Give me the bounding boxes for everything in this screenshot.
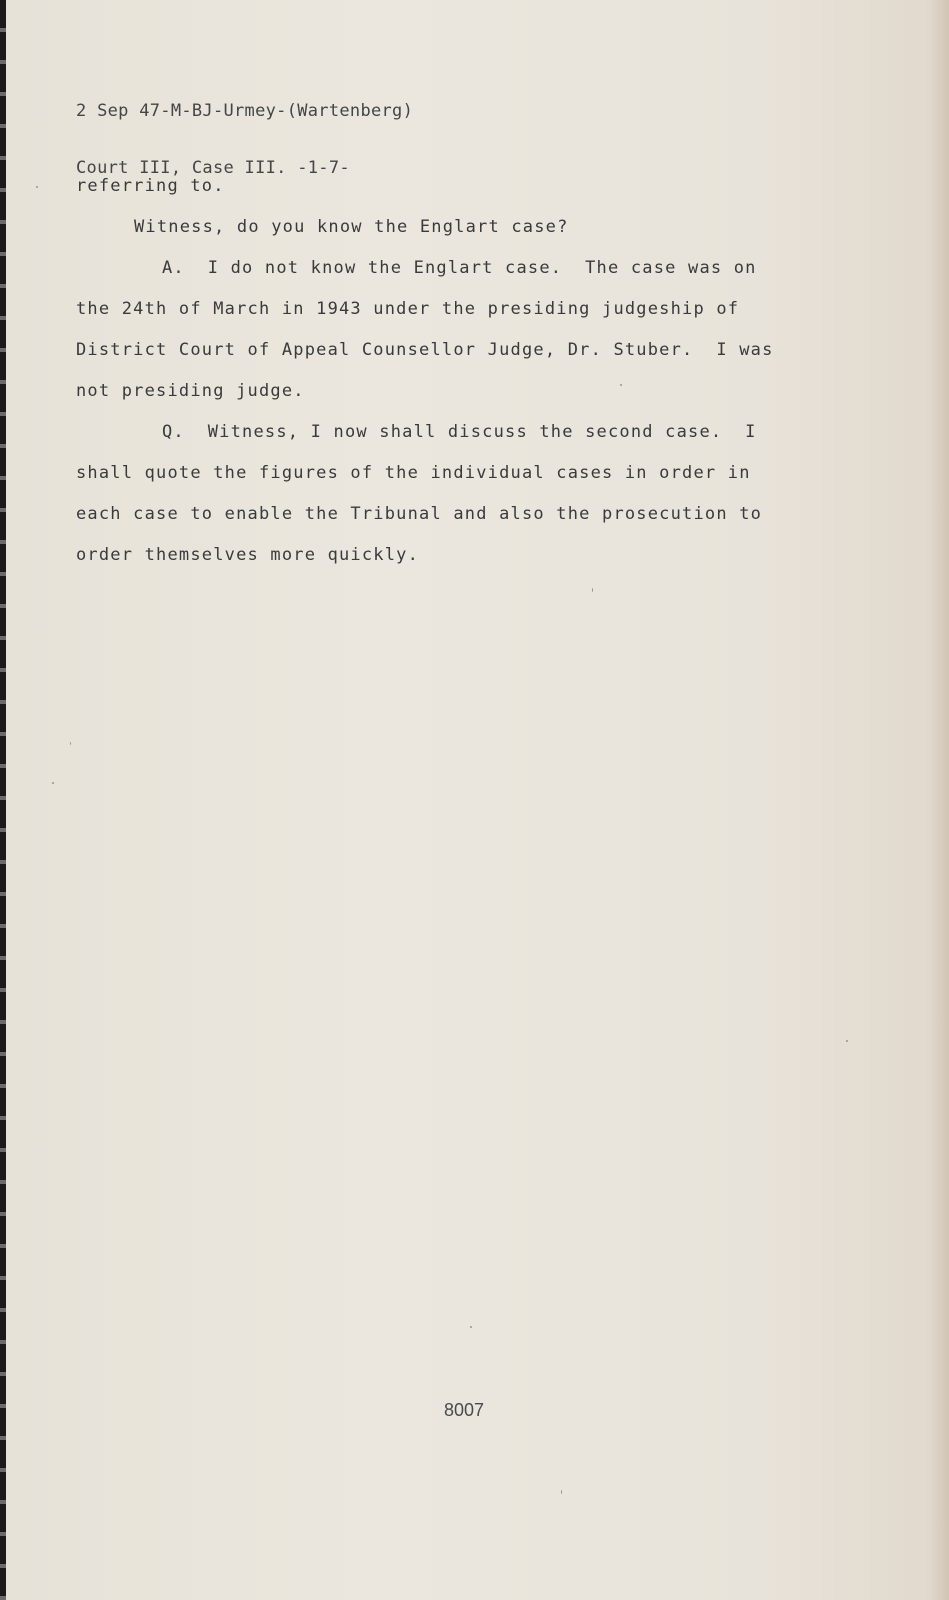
transcript-line: District Court of Appeal Counsellor Judge, Dr. Stuber. I was xyxy=(76,340,774,360)
transcript-line: each case to enable the Tribunal and also the prosecution to xyxy=(76,504,763,524)
page-number: 8007 xyxy=(444,1400,485,1420)
transcript-line: Q. Witness, I now shall discuss the second case. I xyxy=(162,422,757,442)
paper-speck xyxy=(592,588,593,592)
header-line-date-reporter: 2 Sep 47-M-BJ-Urmey-(Wartenberg) xyxy=(76,101,414,121)
transcript-line: not presiding judge. xyxy=(76,381,305,401)
transcript-line: the 24th of March in 1943 under the presiding judgeship of xyxy=(76,299,740,319)
paper-speck xyxy=(70,742,71,745)
paper-speck xyxy=(470,1326,472,1328)
paper-speck xyxy=(36,186,38,188)
transcript-line: referring to. xyxy=(76,176,225,196)
paper-speck xyxy=(52,782,54,784)
paper-speck xyxy=(620,384,622,386)
transcript-line: Witness, do you know the Englart case? xyxy=(134,217,569,237)
transcript-line: order themselves more quickly. xyxy=(76,545,420,565)
paper-speck xyxy=(561,1490,562,1494)
page-edge-shadow xyxy=(929,0,949,1600)
transcript-body xyxy=(76,166,836,576)
header-line-court-case: Court III, Case III. -1-7- xyxy=(76,158,350,178)
transcript-line: shall quote the figures of the individual cases in order in xyxy=(76,463,751,483)
binding-edge xyxy=(0,0,6,1600)
transcript-line: A. I do not know the Englart case. The case was on xyxy=(162,258,757,278)
paper-speck xyxy=(846,1040,848,1042)
